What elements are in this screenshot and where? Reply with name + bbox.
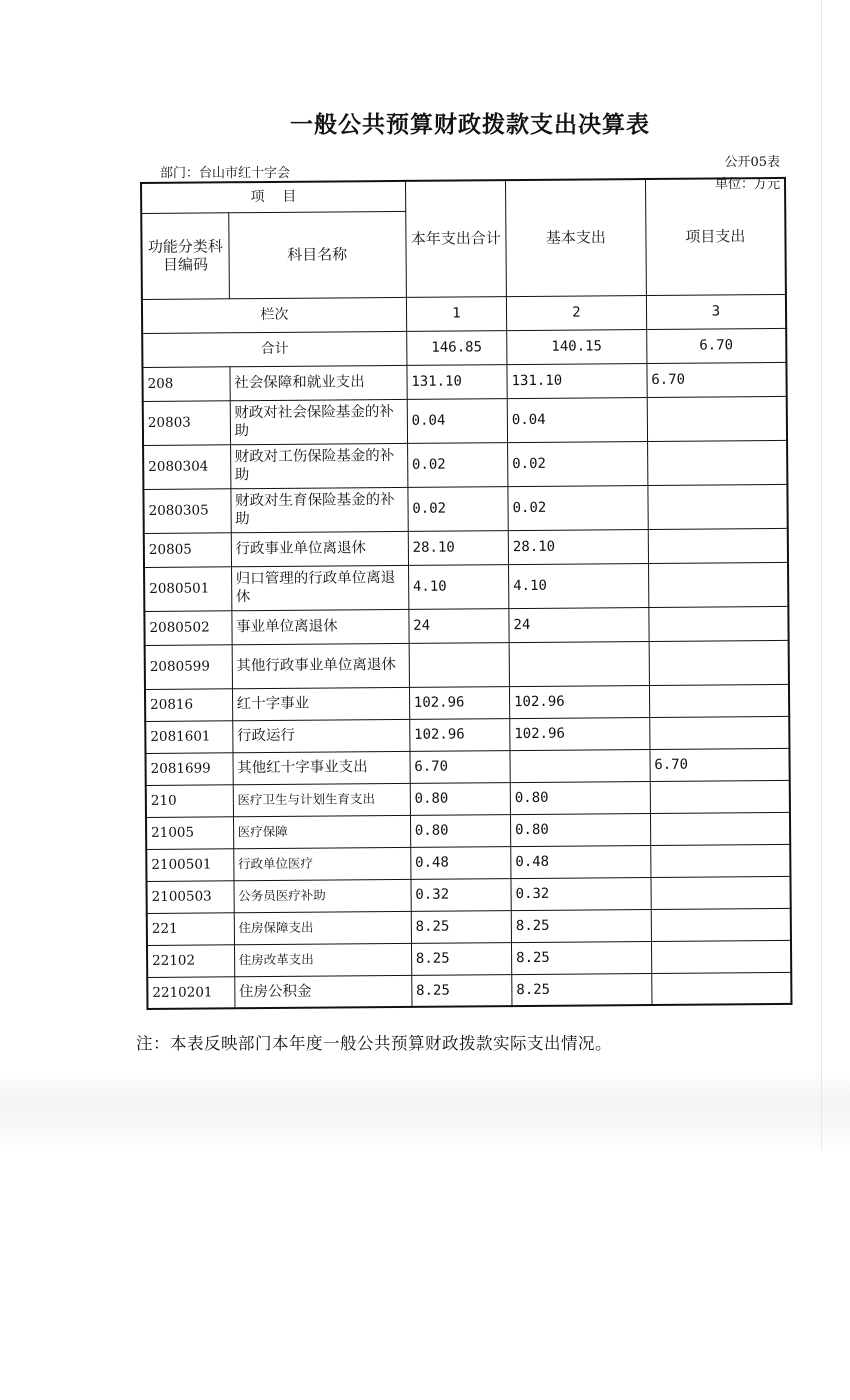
row-basic: 131.10 (507, 363, 647, 398)
row-basic: 0.80 (510, 781, 650, 814)
row-basic: 8.25 (511, 909, 651, 942)
scan-shadow (0, 1070, 850, 1150)
row-basic: 28.10 (508, 529, 648, 564)
row-project (650, 812, 790, 845)
row-project (648, 528, 788, 563)
row-basic: 0.32 (511, 877, 651, 910)
row-name: 公务员医疗补助 (234, 879, 411, 912)
row-basic (510, 749, 650, 782)
row-number-2: 2 (506, 295, 646, 330)
row-name: 红十字事业 (232, 687, 409, 720)
row-project (649, 606, 789, 641)
row-total: 0.02 (408, 486, 509, 531)
row-total: 0.04 (407, 398, 508, 443)
row-code: 20803 (143, 400, 230, 445)
header-basic: 基本支出 (505, 179, 646, 296)
table-row (144, 562, 788, 611)
row-total (409, 642, 510, 687)
row-total: 102.96 (409, 686, 509, 719)
header-project: 项目支出 (645, 178, 786, 295)
row-basic: 102.96 (510, 717, 650, 750)
header-code: 功能分类科目编码 (141, 212, 229, 299)
total-basic: 140.15 (507, 329, 647, 364)
row-code: 2100501 (146, 848, 233, 881)
row-code: 2081699 (145, 752, 232, 785)
table-row (146, 812, 790, 849)
form-number: 公开05表 (724, 155, 780, 170)
row-total: 0.48 (410, 846, 510, 879)
row-code: 2080304 (143, 444, 230, 489)
table-row (142, 362, 786, 401)
row-total: 8.25 (411, 942, 511, 975)
row-total: 8.25 (411, 910, 511, 943)
table-row (143, 440, 787, 489)
row-project (647, 396, 787, 441)
row-project: 6.70 (647, 362, 787, 397)
row-total: 4.10 (408, 564, 509, 609)
row-total: 8.25 (412, 974, 512, 1007)
row-name: 财政对工伤保险基金的补助 (230, 443, 408, 488)
expenditure-table (140, 177, 792, 1010)
row-code: 2100503 (146, 880, 233, 913)
row-code: 20805 (144, 532, 231, 567)
row-basic: 0.48 (511, 845, 651, 878)
header-name: 科目名称 (228, 211, 406, 298)
row-project (649, 640, 789, 685)
row-basic: 24 (509, 607, 649, 642)
row-code: 2080502 (144, 610, 231, 645)
row-code: 2210201 (147, 976, 234, 1009)
row-name: 其他行政事业单位离退休 (232, 643, 410, 688)
row-basic: 4.10 (509, 563, 649, 608)
table-row (144, 528, 788, 567)
row-number-3: 3 (646, 294, 786, 329)
table-row (144, 606, 788, 645)
table-row (145, 684, 789, 721)
table-row (143, 484, 787, 533)
table-row (147, 972, 791, 1009)
row-project (647, 440, 787, 485)
row-name: 住房公积金 (234, 975, 411, 1008)
row-basic (509, 641, 649, 686)
row-project (651, 940, 791, 973)
row-total: 6.70 (410, 750, 510, 783)
department-label: 部门：台山市红十字会 (160, 166, 291, 181)
row-code: 221 (147, 912, 234, 945)
row-code: 22102 (147, 944, 234, 977)
total-label: 合计 (142, 331, 407, 367)
table-row (145, 716, 789, 753)
table-row (145, 640, 789, 689)
row-name: 医疗卫生与计划生育支出 (233, 783, 410, 816)
row-total: 0.32 (411, 878, 511, 911)
row-code: 210 (146, 784, 233, 817)
row-name: 归口管理的行政单位离退休 (231, 565, 409, 610)
row-code: 20816 (145, 688, 232, 721)
header-total: 本年支出合计 (405, 180, 506, 297)
row-total: 0.80 (410, 814, 510, 847)
table-row (145, 748, 789, 785)
row-basic: 0.02 (508, 485, 648, 530)
row-name: 社会保障和就业支出 (230, 365, 407, 400)
row-basic: 0.04 (507, 397, 647, 442)
table-row (146, 876, 790, 913)
row-total: 102.96 (409, 718, 509, 751)
row-code: 21005 (146, 816, 233, 849)
row-basic: 8.25 (511, 941, 651, 974)
row-number-label: 栏次 (142, 297, 407, 333)
row-total: 131.10 (407, 364, 507, 399)
row-project (651, 908, 791, 941)
row-project (649, 716, 789, 749)
row-total: 28.10 (408, 530, 508, 565)
table-row (147, 940, 791, 977)
row-name: 行政单位医疗 (233, 847, 410, 880)
table-row (146, 780, 790, 817)
row-basic: 0.80 (510, 813, 650, 846)
row-total: 0.02 (407, 442, 508, 487)
row-basic: 0.02 (508, 441, 648, 486)
row-name: 财政对社会保险基金的补助 (230, 399, 408, 444)
row-name: 其他红十字事业支出 (233, 751, 410, 784)
total-amount: 146.85 (406, 330, 506, 365)
table-row (146, 844, 790, 881)
unit-label: 单位：万元 (714, 177, 780, 192)
row-basic: 8.25 (512, 973, 652, 1006)
scan-edge-line (821, 0, 822, 1150)
total-project: 6.70 (646, 328, 786, 363)
row-number-1: 1 (406, 296, 506, 331)
row-project (648, 484, 788, 529)
row-code: 2080599 (145, 644, 232, 689)
footnote: 注：本表反映部门本年度一般公共预算财政拨款实际支出情况。 (136, 1034, 612, 1053)
row-total: 24 (409, 608, 509, 643)
row-name: 事业单位离退休 (231, 609, 408, 644)
table-row (143, 396, 787, 445)
row-name: 行政事业单位离退休 (231, 531, 408, 566)
row-project (649, 684, 789, 717)
row-name: 住房改革支出 (234, 943, 411, 976)
row-name: 住房保障支出 (234, 911, 411, 944)
row-project (650, 844, 790, 877)
row-name: 行政运行 (232, 719, 409, 752)
header-item: 项 目 (141, 181, 405, 213)
row-code: 2080501 (144, 566, 231, 611)
row-project (648, 562, 788, 607)
row-name: 医疗保障 (233, 815, 410, 848)
row-project: 6.70 (650, 748, 790, 781)
table-row (147, 908, 791, 945)
row-code: 2081601 (145, 720, 232, 753)
row-code: 208 (142, 366, 229, 401)
page-title: 一般公共预算财政拨款支出决算表 (290, 111, 650, 138)
row-total: 0.80 (410, 782, 510, 815)
row-name: 财政对生育保险基金的补助 (230, 487, 408, 532)
row-project (651, 972, 791, 1005)
row-basic: 102.96 (509, 685, 649, 718)
row-project (651, 876, 791, 909)
row-code: 2080305 (143, 488, 230, 533)
row-project (650, 780, 790, 813)
